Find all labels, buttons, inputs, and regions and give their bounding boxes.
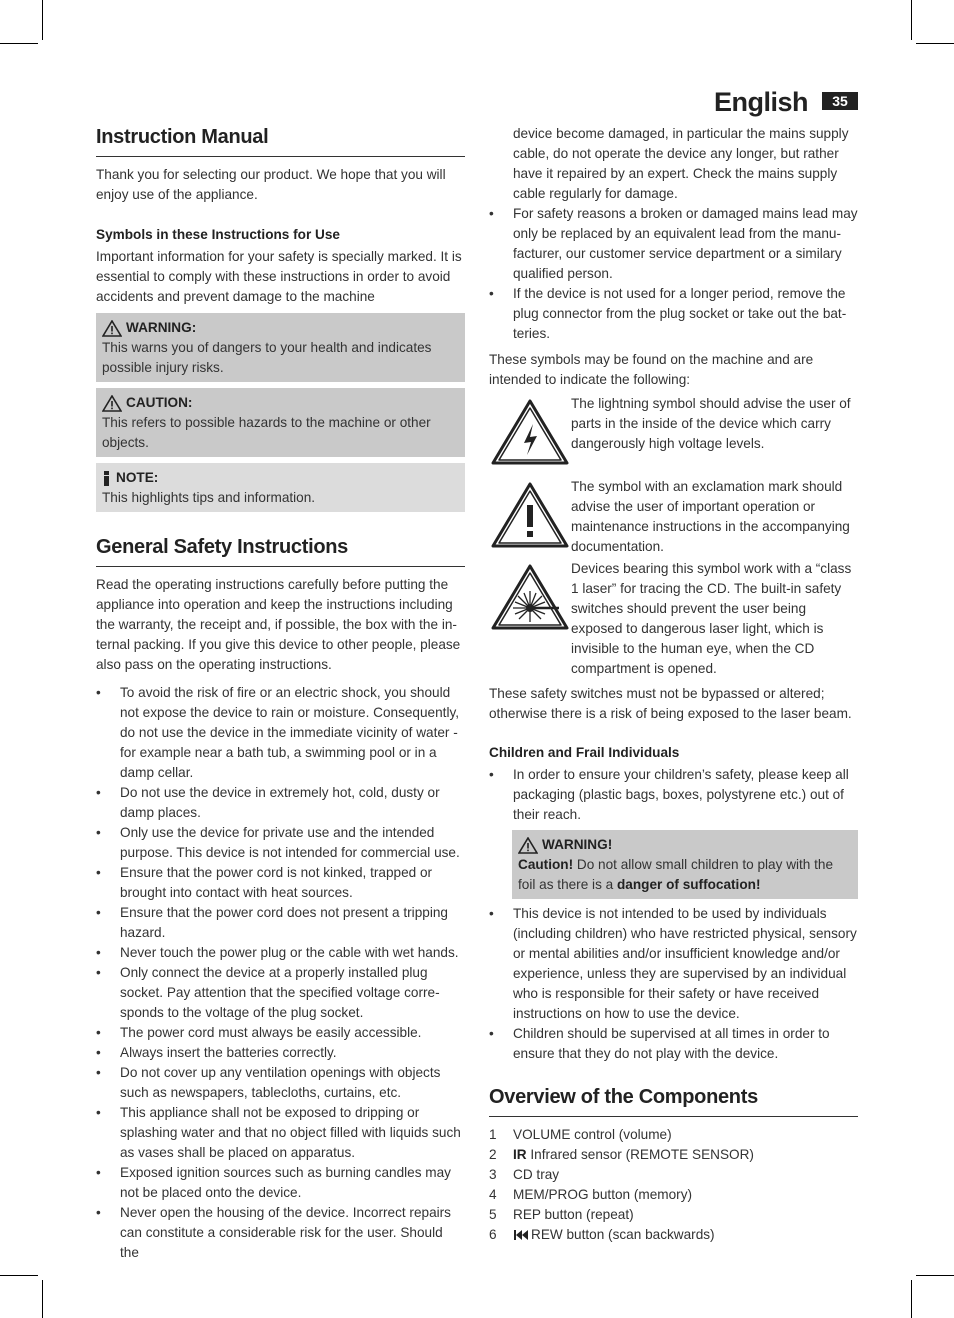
list-item: • This device is not intended to be used by individuals (including children) who have restricted physical, sensory or mental abilities and/or insufficient knowledge and/or experience, unless they are supervised by an individual who is responsible for their safety or have received instructions on how to use the device. [489,904,858,1024]
left-column [96,124,465,1263]
caution-title: CAUTION: [126,395,193,410]
ir-label: IR [513,1147,527,1162]
warning-box-children [512,830,858,899]
warning-text: This warns you of dangers to your health and indicates possible injury risks. [102,340,432,375]
warning-text [518,855,852,895]
section-heading-safety: General Safety Instructions [96,534,465,567]
safety-intro: Read the operating instructions carefully before putting the appliance into operation and keep the instructions including the warranty, the receipt and, if possible, the box with the internal packing. If you give this device to other people, please also pass on the operating instructions. [96,577,461,672]
crop-mark [916,1275,954,1276]
item-number: 3 [489,1167,497,1182]
item-text: REW button (scan backwards) [531,1227,715,1242]
right-column [489,124,858,1245]
list-item [489,1185,858,1205]
children-heading: Children and Frail Individuals [489,745,680,760]
symbols-heading: Symbols in these Instructions for Use [96,227,340,242]
list-item: • To avoid the risk of fire or an electric shock, you should not expose the device to rain or moisture. Consequently, do not use the device in the immediate vicinity of water - for example near a bath tub, a swimming pool or in a damp cellar. [96,683,465,783]
warning-box [96,313,465,382]
list-item: • Ensure that the power cord is not kinked, trapped or brought into contact with heat sources. [96,863,465,903]
warning-title: WARNING! [542,837,613,852]
children-bullet-list-2 [489,904,858,1064]
item-text: REP button (repeat) [513,1207,634,1222]
laser-warning-icon [490,563,570,631]
list-item: • Only connect the device at a properly installed plug socket. Pay attention that the specified voltage corresponds to the voltage of the plug socket. [96,963,465,1023]
list-item [489,1125,858,1145]
intro-text: Thank you for selecting our product. We hope that you will enjoy use of the appliance. [96,167,446,202]
list-item [489,1165,858,1185]
lightning-symbol-row [489,394,858,466]
safety-switches-text: These safety switches must not be bypassed or altered; otherwise there is a risk of being exposed to the laser beam. [489,686,852,721]
note-title: NOTE: [116,470,159,485]
warning-title: WARNING: [126,320,197,335]
list-item: • Never touch the power plug or the cable with wet hands. [96,943,465,963]
page-header [714,86,858,118]
note-text: This highlights tips and information. [102,490,316,505]
warning-triangle-icon [518,837,538,854]
item-number: 2 [489,1147,497,1162]
caution-label: Caution! [518,857,574,872]
list-item: • Do not cover up any ventilation openings with objects such as newspapers, tablecloths, curtains, etc. [96,1063,465,1103]
info-icon [102,470,112,487]
item-text: Infrared sensor (REMOTE SENSOR) [526,1147,754,1162]
list-item: • Never open the housing of the device. Incorrect repairs can constitute a considerable risk for the user. Should the [96,1203,465,1263]
list-item: • In order to ensure your children’s safety, please keep all packaging (plastic bags, boxes, polystyrene etc.) out of their reach. [489,765,858,825]
caution-text: This refers to possible hazards to the machine or other objects. [102,415,431,450]
item-number: 4 [489,1187,497,1202]
laser-symbol-text: Devices bearing this symbol work with a “class 1 laser” for tracing the CD. The built-in safety switches should prevent the user being exposed to dangerous laser light, which is invisible to the human eye, when the CD compartment is opened. [571,561,852,676]
crop-mark [916,43,954,44]
list-item: • If the device is not used for a longer period, remove the plug connector from the plug socket or take out the batteries. [489,284,858,344]
list-item: • Ensure that the power cord does not present a tripping hazard. [96,903,465,943]
section-heading-instruction-manual: Instruction Manual [96,124,465,157]
list-item: • This appliance shall not be exposed to dripping or splashing water and that no object filled with liquids such as vases shall be placed on apparatus. [96,1103,465,1163]
children-bullet-list [489,765,858,825]
crop-mark [911,1280,912,1318]
exclamation-symbol-row [489,477,858,557]
list-item: • The power cord must always be easily accessible. [96,1023,465,1043]
list-item [489,1145,858,1165]
item-number: 6 [489,1227,497,1242]
symbols-text: Important information for your safety is specially marked. It is essential to comply with these instructions in order to avoid accidents and prevent damage to the machine [96,249,462,304]
exclamation-warning-icon [490,481,570,549]
item-text: CD tray [513,1167,560,1182]
safety-bullet-list [96,683,465,1263]
list-item [489,1205,858,1225]
rewind-icon [513,1229,529,1241]
warning-body: Do not allow small children to play with the foil as there is a [518,857,834,892]
crop-mark [0,1275,38,1276]
item-number: 1 [489,1127,497,1142]
caution-triangle-icon [102,395,122,412]
caution-box [96,388,465,457]
components-list [489,1125,858,1245]
list-item: • For safety reasons a broken or damaged mains lead may only be replaced by an equivalent lead from the manufacturer, our customer service department or a similary qualified person. [489,204,858,284]
laser-symbol-row [489,559,858,679]
list-item: • Only use the device for private use and the intended purpose. This device is not intended for commercial use. [96,823,465,863]
continued-text: device become damaged, in particular the mains supply cable, do not operate the device any longer, but rather have it repaired by an expert. Check the mains supply cable regularly for damage. [513,126,849,201]
list-item: • Children should be supervised at all times in order to ensure that they do not play with the device. [489,1024,858,1064]
item-number: 5 [489,1207,497,1222]
safety-bullet-list-continued [489,204,858,344]
symbols-intro: These symbols may be found on the machine and are intended to indicate the following: [489,352,814,387]
lightning-warning-icon [490,398,570,466]
crop-mark [0,43,38,44]
note-box [96,463,465,512]
language-title: English [713,87,808,117]
crop-mark [42,0,43,40]
list-item [489,1225,858,1245]
lightning-symbol-text: The lightning symbol should advise the user of parts in the inside of the device which carry dangerously high voltage levels. [571,396,851,451]
suffocation-warning: danger of suffocation! [616,877,761,892]
section-heading-overview: Overview of the Components [489,1084,858,1117]
list-item: • Do not use the device in extremely hot, cold, dusty or damp places. [96,783,465,823]
crop-mark [42,1280,43,1318]
page-number: 35 [822,92,858,110]
crop-mark [911,0,912,40]
list-item: • Exposed ignition sources such as burning candles may not be placed onto the device. [96,1163,465,1203]
item-text: MEM/PROG button (memory) [513,1187,693,1202]
list-item: • Always insert the batteries correctly. [96,1043,465,1063]
item-text: VOLUME control (volume) [513,1127,672,1142]
exclamation-symbol-text: The symbol with an exclamation mark should advise the user of important operation or maintenance instructions in the accompanying documentation. [571,479,850,554]
warning-triangle-icon [102,320,122,337]
